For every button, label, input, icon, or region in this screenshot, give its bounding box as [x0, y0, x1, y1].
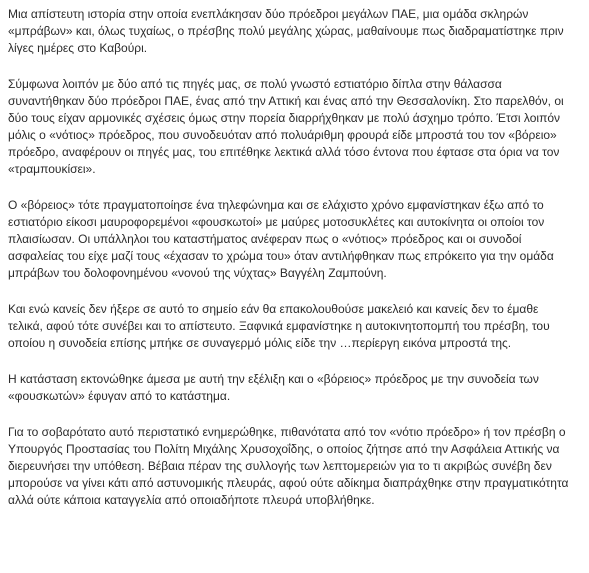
text-line: Ο «βόρειος» τότε πραγματοποίησε ένα τηλεφώνημα και σε ελάχιστο χρόνο εμφανίστηκαν έξω από το — [8, 198, 544, 212]
text-line: εστιατόριο είκοσι μαυροφορεμένοι «φουσκωτοί» με μαύρες μοτοσυκλέτες και αυτοκίνητα οι οποίοι τον — [8, 215, 545, 229]
paragraph-1 — [8, 6, 584, 57]
text-line: ασφαλείας του είχε μαζί τους «έχασαν το χρώμα του» όταν αντιλήφθηκαν πως επρόκειτο για την ομάδα — [8, 249, 554, 263]
text-line: Και ενώ κανείς δεν ήξερε σε αυτό το σημείο εάν θα επακολουθούσε μακελειό και κανείς δεν το έμαθε — [8, 302, 539, 316]
text-line: «φουσκωτών» έφυγαν από το κατάστημα. — [8, 389, 231, 403]
text-line: μπράβων του δολοφονημένου «νονού της νύχτας» Βαγγέλη Ζαμπούνη. — [8, 266, 387, 280]
text-line: διερευνήσει την υπόθεση. Βέβαια πέραν της συλλογής των λεπτομερειών για το τι ακριβώς συνέβη δεν — [8, 459, 552, 473]
text-line: πρόεδρο, αναφέρουν οι πηγές μας, του επιτέθηκε λεκτικά αλλά τόσο έντονα που έφτασε στα όρια να τον — [8, 145, 560, 159]
paragraph-3 — [8, 197, 584, 282]
text-line: Μια απίστευτη ιστορία στην οποία ενεπλάκησαν δύο πρόεδροι μεγάλων ΠΑΕ, μια ομάδα σκληρών — [8, 7, 529, 21]
paragraph-5 — [8, 371, 584, 405]
text-line: μπορούσε να γίνει κάτι από αστυνομικής πλευράς, αφού ούτε αδίκημα διαπράχθηκε στην πραγματικότητα — [8, 476, 569, 490]
text-line: οποίου η συνοδεία επίσης μπήκε σε συναγερμό μόλις είδε την …περίεργη εικόνα μπροστά της. — [8, 336, 512, 350]
text-line: πλαισίωσαν. Οι υπάλληλοι του καταστήματος ανέφεραν πως ο «νότιος» πρόεδρος και οι συνοδοί — [8, 232, 522, 246]
article-body — [8, 6, 584, 528]
text-line: «μπράβων» και, όλως τυχαίως, ο πρέσβης πολύ μεγάλης χώρας, μαθαίνουμε πως διαδραματίστηκε πριν — [8, 24, 564, 38]
text-line: αλλά ούτε κάποια καταγγελία από οποιαδήποτε πλευρά υποβλήθηκε. — [8, 493, 375, 507]
text-line: λίγες ημέρες στο Καβούρι. — [8, 41, 148, 55]
paragraph-2 — [8, 76, 584, 178]
text-line: «τραμπουκίσει». — [8, 162, 96, 176]
text-line: Υπουργός Προστασίας του Πολίτη Μιχάλης Χρυσοχοΐδης, ο οποίος ζήτησε από την Ασφάλεια Αττικής να — [8, 442, 560, 456]
paragraph-6 — [8, 424, 584, 509]
text-line: μόλις ο «νότιος» πρόεδρος, που συνοδευόταν από πολυάριθμη φρουρά είδε μπροστά του τον «βόρειο» — [8, 128, 557, 142]
text-line: Για το σοβαρότατο αυτό περιστατικό ενημερώθηκε, πιθανότατα από τον «νότιο πρόεδρο» ή τον πρέσβη ο — [8, 425, 566, 439]
text-line: Σύμφωνα λοιπόν με δύο από τις πηγές μας, σε πολύ γνωστό εστιατόριο δίπλα στην θάλασσα — [8, 77, 502, 91]
text-line: τελικά, αφού τότε συνέβει και το απίστευτο. Ξαφνικά εμφανίστηκε η αυτοκινητοπομπή του πρέσβη, του — [8, 319, 550, 333]
paragraph-4 — [8, 301, 584, 352]
text-line: δύο τους είχαν αρμονικές σχέσεις όμως στην πορεία διαρρήχθηκαν με πολύ άσχημο τρόπο. Έτσι λοιπόν — [8, 111, 561, 125]
text-line: Η κατάσταση εκτονώθηκε άμεσα με αυτή την εξέλιξη και ο «βόρειος» πρόεδρος με την συνοδεία των — [8, 372, 539, 386]
text-line: συναντήθηκαν δύο πρόεδροι ΠΑΕ, ένας από την Αττική και ένας από την Θεσσαλονίκη. Στο παρελθόν, οι — [8, 94, 564, 108]
